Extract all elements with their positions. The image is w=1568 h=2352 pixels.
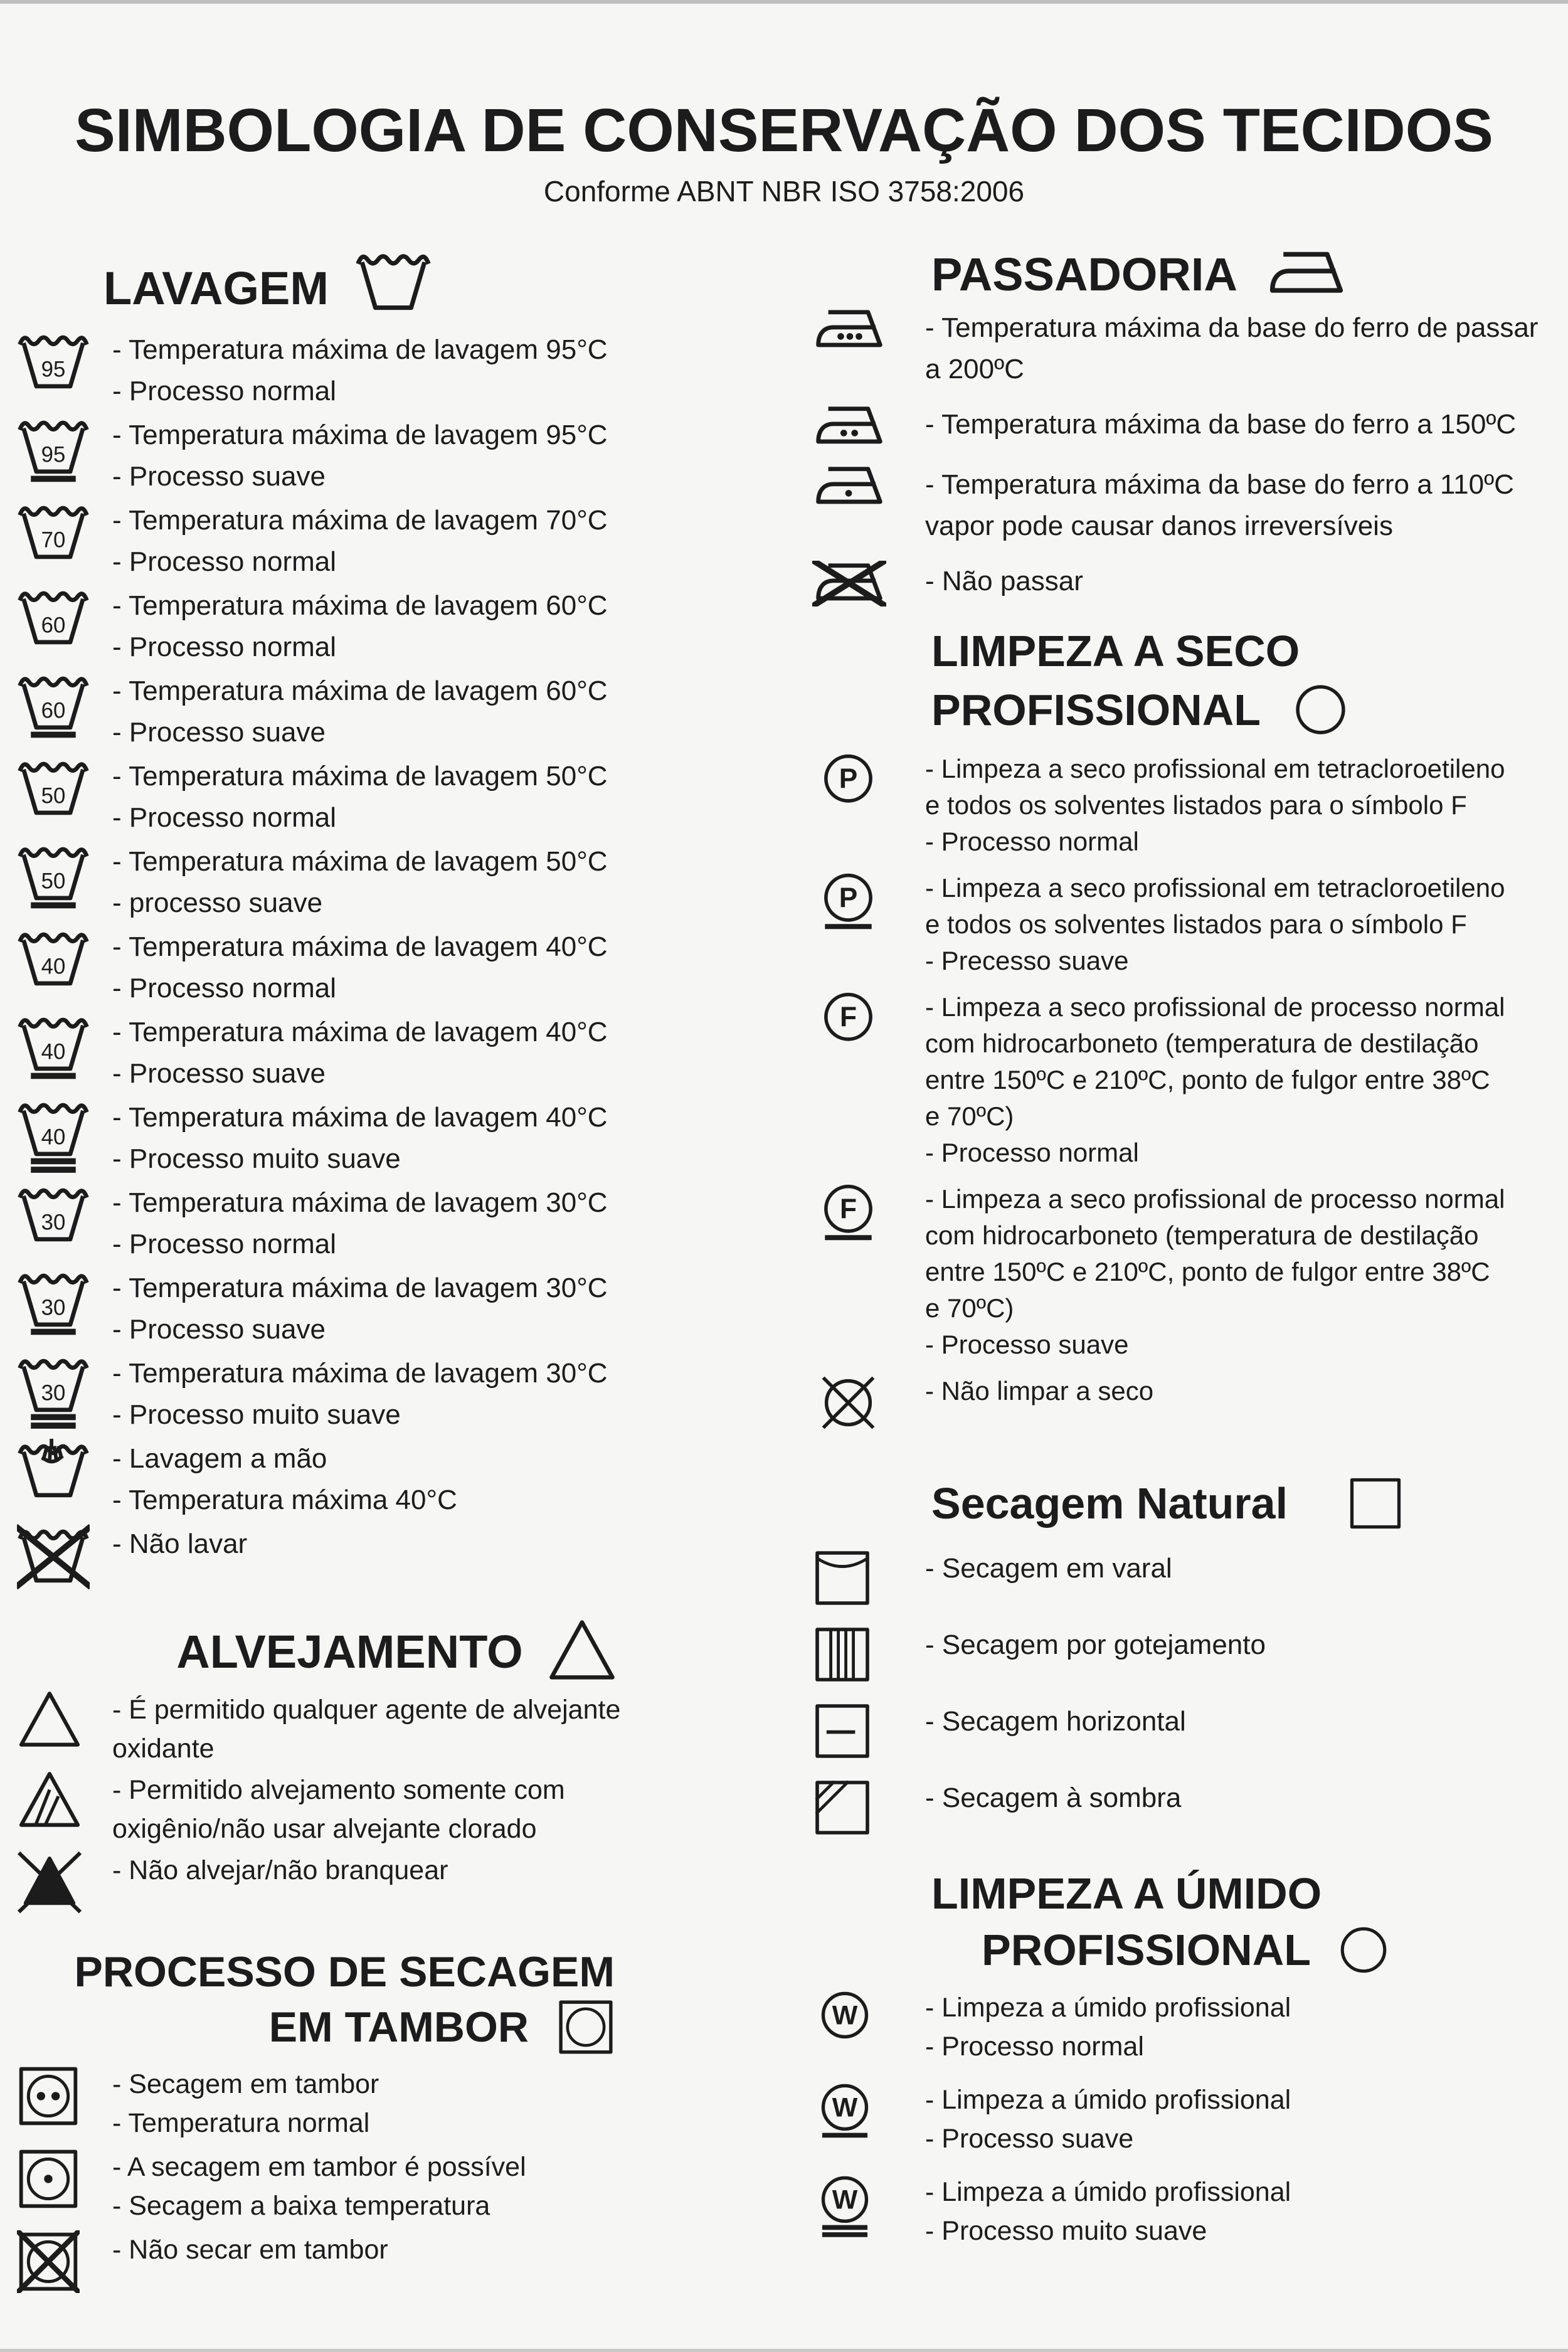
dryclean-P-icon bbox=[812, 751, 891, 818]
tumble-dry-icon bbox=[557, 1998, 615, 2056]
care-item-line: - Secagem por gotejamento bbox=[925, 1629, 1266, 1660]
care-item-text bbox=[925, 2080, 1291, 2158]
care-item-text bbox=[925, 870, 1505, 979]
svg-text:W: W bbox=[832, 2185, 858, 2215]
care-item bbox=[797, 751, 1565, 860]
care-item-line: - Processo suave bbox=[925, 2124, 1134, 2154]
care-item-line: e 70ºC) bbox=[925, 1101, 1014, 1131]
washtub-50-mild-icon bbox=[17, 841, 98, 918]
left-column bbox=[9, 248, 784, 2298]
care-item-line: - Limpeza a seco profissional de processo normal bbox=[925, 992, 1505, 1022]
care-item-line: - Limpeza a úmido profissional bbox=[925, 2177, 1291, 2207]
care-item bbox=[9, 2230, 784, 2293]
svg-text:F: F bbox=[839, 1002, 857, 1033]
washtub-40-very-mild-icon bbox=[17, 1097, 98, 1173]
care-item-line: - Lavagem a mão bbox=[112, 1443, 327, 1475]
page-subtitle: Conforme ABNT NBR ISO 3758:2006 bbox=[543, 175, 1025, 208]
care-item-text bbox=[925, 1624, 1266, 1666]
oxygen-bleach-only-icon bbox=[17, 1771, 98, 1831]
care-item bbox=[9, 1268, 784, 1350]
care-item-line: - Processo normal bbox=[925, 2032, 1144, 2062]
section-lavagem-header bbox=[103, 248, 784, 328]
care-item-line: - Temperatura máxima de lavagem 40°C bbox=[112, 1017, 608, 1048]
washtub-30-mild-icon bbox=[17, 1268, 98, 1344]
svg-text:60: 60 bbox=[41, 613, 66, 638]
care-item-line: - Não passar bbox=[925, 565, 1083, 596]
care-item-line: - Processo muito suave bbox=[112, 1143, 401, 1175]
care-item bbox=[797, 1181, 1565, 1363]
care-item-text bbox=[112, 1012, 608, 1094]
washtub-50-icon bbox=[17, 756, 98, 832]
care-item-line: - Limpeza a seco profissional de processo normal bbox=[925, 1184, 1505, 1214]
care-item-line: - É permitido qualquer agente de alvejante bbox=[112, 1695, 621, 1725]
section-tambor bbox=[9, 1946, 784, 2293]
svg-text:40: 40 bbox=[41, 955, 66, 979]
tambor-items bbox=[9, 2065, 784, 2293]
tumble-dry-normal-icon bbox=[17, 2065, 98, 2127]
care-item-line: - Precesso suave bbox=[925, 946, 1129, 975]
care-item-text bbox=[925, 1373, 1153, 1409]
care-item-line: - Processo normal bbox=[112, 546, 337, 578]
care-item-line: oxigênio/não usar alvejante clorado bbox=[112, 1814, 537, 1845]
care-item-text bbox=[925, 404, 1516, 445]
care-item-text bbox=[112, 926, 608, 1009]
wetclean-normal-icon bbox=[812, 1988, 891, 2053]
care-item-text bbox=[112, 1523, 247, 1565]
care-item-text bbox=[112, 841, 608, 924]
section-passadoria-title: PASSADORIA bbox=[931, 248, 1237, 300]
care-item-text bbox=[112, 670, 608, 753]
scan-edge-bottom bbox=[0, 2349, 1568, 2352]
section-passadoria bbox=[797, 248, 1565, 607]
care-item-line: - Processo muito suave bbox=[112, 1399, 401, 1431]
care-item-line: - Temperatura máxima de lavagem 60°C bbox=[112, 675, 608, 707]
alvejamento-items bbox=[9, 1690, 784, 1914]
care-item-line: - Temperatura máxima de lavagem 30°C bbox=[112, 1187, 608, 1219]
care-item bbox=[797, 1624, 1565, 1685]
svg-text:60: 60 bbox=[41, 699, 66, 723]
care-item-text bbox=[925, 751, 1505, 860]
section-lavagem-title: LAVAGEM bbox=[103, 262, 329, 314]
care-item bbox=[9, 1851, 784, 1914]
square-icon bbox=[1347, 1475, 1404, 1532]
care-item-line: - Processo normal bbox=[112, 802, 337, 834]
secagem-natural-items bbox=[797, 1548, 1565, 1838]
washtub-30-very-mild-icon bbox=[17, 1353, 98, 1429]
care-item bbox=[9, 2148, 784, 2225]
care-item-line: - Temperatura máxima de lavagem 60°C bbox=[112, 590, 608, 622]
washtub-30-icon bbox=[17, 1182, 98, 1259]
section-limpeza-umido bbox=[797, 1865, 1565, 2250]
section-limpeza-umido-title-line1: LIMPEZA A ÚMIDO bbox=[931, 1869, 1322, 1918]
iron-150-icon bbox=[812, 404, 891, 450]
care-item-line: - Limpeza a seco profissional em tetracloroetileno bbox=[925, 873, 1505, 903]
care-item-line: - Não secar em tambor bbox=[112, 2234, 388, 2265]
care-item-line: com hidrocarboneto (temperatura de destilação bbox=[925, 1221, 1479, 1250]
section-limpeza-seco-header bbox=[931, 622, 1565, 739]
right-column bbox=[797, 248, 1565, 2265]
care-item-text bbox=[925, 464, 1514, 547]
drip-dry-icon bbox=[812, 1624, 891, 1685]
care-item bbox=[797, 2080, 1565, 2158]
washtub-95-icon bbox=[17, 329, 98, 406]
care-item bbox=[9, 500, 784, 583]
care-item-line: e todos os solventes listados para o símbolo F bbox=[925, 909, 1467, 939]
care-item-line: - Processo suave bbox=[112, 717, 326, 748]
care-item bbox=[9, 926, 784, 1009]
care-item-line: - Processo normal bbox=[112, 632, 337, 663]
care-item bbox=[9, 1182, 784, 1265]
care-item-line: a 200ºC bbox=[925, 354, 1024, 384]
svg-text:95: 95 bbox=[41, 358, 66, 382]
care-item-text bbox=[112, 1097, 608, 1180]
handwash-icon bbox=[17, 1438, 98, 1515]
care-item-line: - A secagem em tambor é possível bbox=[112, 2151, 526, 2182]
care-item-text bbox=[112, 329, 608, 412]
section-alvejamento bbox=[9, 1619, 784, 1914]
svg-text:30: 30 bbox=[41, 1296, 66, 1320]
svg-text:W: W bbox=[832, 2000, 858, 2031]
care-item-text bbox=[112, 1182, 608, 1265]
page-title: SIMBOLOGIA DE CONSERVAÇÃO DOS TECIDOS bbox=[75, 96, 1493, 164]
care-item-line: - Permitido alvejamento somente com bbox=[112, 1775, 565, 1806]
care-item bbox=[797, 561, 1565, 607]
do-not-iron-icon bbox=[812, 561, 891, 607]
care-item bbox=[9, 1438, 784, 1521]
section-limpeza-seco-title-line2: PROFISSIONAL bbox=[931, 685, 1261, 734]
limpeza-umido-items bbox=[797, 1988, 1565, 2250]
care-item-line: - Processo normal bbox=[112, 973, 337, 1004]
do-not-bleach-icon bbox=[17, 1851, 98, 1914]
care-item-line: - Temperatura máxima de lavagem 30°C bbox=[112, 1273, 608, 1304]
limpeza-seco-items bbox=[797, 751, 1565, 1433]
care-item-line: - Limpeza a seco profissional em tetracloroetileno bbox=[925, 754, 1505, 783]
care-item-line: - Temperatura máxima da base do ferro de passar bbox=[925, 312, 1539, 343]
care-item-line: - Não lavar bbox=[112, 1528, 248, 1560]
care-item-line: com hidrocarboneto (temperatura de destilação bbox=[925, 1029, 1479, 1058]
care-item bbox=[797, 2173, 1565, 2250]
care-item bbox=[9, 415, 784, 497]
care-item-text bbox=[112, 1353, 608, 1436]
care-item-line: - Secagem em varal bbox=[925, 1553, 1172, 1584]
care-item-line: - Processo normal bbox=[112, 1229, 337, 1260]
care-item-text bbox=[112, 500, 608, 583]
care-item-line: - Secagem a baixa temperatura bbox=[112, 2190, 490, 2221]
care-item-line: - Temperatura máxima de lavagem 70°C bbox=[112, 505, 608, 536]
section-limpeza-seco bbox=[797, 622, 1565, 1433]
svg-text:50: 50 bbox=[41, 869, 66, 894]
care-item-line: - Não alvejar/não branquear bbox=[112, 1855, 448, 1886]
care-item bbox=[9, 1771, 784, 1848]
section-secagem-natural-header bbox=[931, 1475, 1565, 1532]
care-item-line: e todos os solventes listados para o símbolo F bbox=[925, 790, 1467, 820]
care-item-text bbox=[925, 1181, 1505, 1363]
care-item-text bbox=[112, 415, 608, 497]
dryclean-F-mild-icon bbox=[812, 1181, 891, 1249]
iron-110-icon bbox=[812, 464, 891, 511]
care-item-line: - Processo normal bbox=[112, 376, 337, 407]
care-item-line: - Limpeza a úmido profissional bbox=[925, 1993, 1291, 2023]
dryclean-F-icon bbox=[812, 989, 891, 1057]
care-item-line: - Temperatura máxima de lavagem 40°C bbox=[112, 931, 608, 963]
care-item-line: oxidante bbox=[112, 1734, 215, 1764]
svg-text:F: F bbox=[839, 1194, 857, 1225]
iron-200-icon bbox=[812, 307, 891, 354]
care-item-line: - Temperatura máxima da base do ferro a 150ºC bbox=[925, 409, 1517, 440]
svg-text:P: P bbox=[839, 882, 858, 914]
care-item-text bbox=[925, 307, 1538, 390]
care-item bbox=[797, 1777, 1565, 1838]
care-item bbox=[9, 1097, 784, 1180]
care-item bbox=[9, 585, 784, 668]
care-item-text bbox=[112, 1438, 457, 1521]
care-item bbox=[9, 756, 784, 839]
care-item-line: - Temperatura máxima de lavagem 40°C bbox=[112, 1102, 608, 1133]
care-item bbox=[9, 1523, 784, 1600]
care-item-line: - Temperatura máxima de lavagem 95°C bbox=[112, 420, 608, 451]
care-item bbox=[9, 841, 784, 924]
svg-text:30: 30 bbox=[41, 1210, 66, 1235]
shade-dry-icon bbox=[812, 1777, 891, 1838]
do-not-dryclean-icon bbox=[812, 1373, 891, 1433]
care-item-text bbox=[112, 2065, 379, 2143]
wetclean-circle-icon bbox=[1336, 1922, 1391, 1978]
care-item-line: - Temperatura máxima de lavagem 50°C bbox=[112, 846, 608, 877]
care-item-text bbox=[925, 989, 1505, 1171]
svg-text:P: P bbox=[839, 763, 858, 795]
svg-text:70: 70 bbox=[41, 528, 66, 553]
section-limpeza-umido-header bbox=[797, 1865, 1565, 1978]
care-item-text bbox=[112, 585, 608, 668]
care-item-line: entre 150ºC e 210ºC, ponto de fulgor entre 38ºC bbox=[925, 1257, 1490, 1286]
care-item-line: - Secagem em tambor bbox=[112, 2069, 379, 2099]
section-limpeza-seco-title-line1: LIMPEZA A SECO bbox=[931, 627, 1300, 675]
care-item bbox=[9, 329, 784, 412]
washtub-70-icon bbox=[17, 500, 98, 576]
care-item-line: - Processo normal bbox=[925, 1138, 1139, 1167]
washtub-40-icon bbox=[17, 926, 98, 1003]
care-item bbox=[9, 1353, 784, 1436]
care-item-text bbox=[925, 1701, 1186, 1742]
svg-text:W: W bbox=[832, 2092, 858, 2123]
care-item-text bbox=[112, 1690, 620, 1768]
care-item-line: - Processo suave bbox=[112, 461, 326, 492]
section-limpeza-umido-title-line2: PROFISSIONAL bbox=[982, 1926, 1311, 1974]
section-passadoria-header bbox=[931, 248, 1565, 301]
care-item bbox=[9, 1012, 784, 1094]
section-tambor-title-line2: EM TAMBOR bbox=[268, 2003, 529, 2051]
iron-icon bbox=[1266, 249, 1347, 300]
care-item-line: - processo suave bbox=[112, 887, 323, 919]
care-item-line: - Processo suave bbox=[112, 1058, 326, 1089]
care-item-text bbox=[925, 561, 1083, 602]
care-item bbox=[797, 1373, 1565, 1433]
line-dry-icon bbox=[812, 1548, 891, 1608]
svg-text:30: 30 bbox=[41, 1381, 66, 1406]
washtub-95-mild-icon bbox=[17, 415, 98, 491]
care-item-text bbox=[112, 756, 608, 839]
care-item-line: - Temperatura máxima de lavagem 50°C bbox=[112, 761, 608, 792]
wetclean-very-mild-icon bbox=[812, 2173, 891, 2238]
care-item-line: vapor pode causar danos irreversíveis bbox=[925, 510, 1393, 541]
section-alvejamento-title: ALVEJAMENTO bbox=[176, 1625, 523, 1678]
washtub-icon bbox=[355, 248, 432, 328]
section-secagem-natural-title: Secagem Natural bbox=[931, 1479, 1288, 1528]
flat-dry-icon bbox=[812, 1701, 891, 1761]
scan-edge-top bbox=[0, 0, 1568, 4]
care-item bbox=[797, 1701, 1565, 1761]
care-item-text bbox=[112, 1268, 608, 1350]
care-item-line: - Temperatura máxima de lavagem 95°C bbox=[112, 334, 608, 366]
svg-text:40: 40 bbox=[41, 1040, 66, 1064]
washtub-60-mild-icon bbox=[17, 670, 98, 747]
bleach-allowed-icon bbox=[17, 1690, 98, 1751]
care-item bbox=[797, 404, 1565, 450]
section-tambor-header bbox=[9, 1946, 615, 2056]
care-item-line: - Secagem à sombra bbox=[925, 1783, 1182, 1813]
care-item-line: - Secagem horizontal bbox=[925, 1706, 1186, 1737]
care-item-text bbox=[925, 1548, 1172, 1589]
care-item-text bbox=[112, 2230, 388, 2269]
care-item-line: - Temperatura máxima 40°C bbox=[112, 1485, 457, 1516]
care-item-line: entre 150ºC e 210ºC, ponto de fulgor entre 38ºC bbox=[925, 1065, 1490, 1094]
care-item-line: - Não limpar a seco bbox=[925, 1376, 1154, 1406]
section-tambor-title-line1: PROCESSO DE SECAGEM bbox=[74, 1947, 615, 1996]
lavagem-items bbox=[9, 329, 784, 1600]
care-item bbox=[797, 464, 1565, 547]
care-item-line: - Processo muito suave bbox=[925, 2216, 1207, 2246]
care-item bbox=[797, 870, 1565, 979]
care-item-text bbox=[925, 1777, 1181, 1819]
dryclean-circle-icon bbox=[1291, 680, 1350, 739]
tumble-dry-low-icon bbox=[17, 2148, 98, 2210]
care-item bbox=[797, 307, 1565, 390]
care-item-text bbox=[112, 1771, 565, 1848]
washtub-40-mild-icon bbox=[17, 1012, 98, 1088]
svg-text:40: 40 bbox=[41, 1125, 66, 1150]
care-item-line: - Temperatura máxima de lavagem 30°C bbox=[112, 1358, 608, 1389]
care-item bbox=[9, 2065, 784, 2143]
care-item-text bbox=[112, 1851, 448, 1890]
care-item-line: - Processo suave bbox=[112, 1314, 326, 1345]
section-secagem-natural bbox=[797, 1475, 1565, 1838]
care-item-line: - Limpeza a úmido profissional bbox=[925, 2085, 1291, 2115]
care-item bbox=[9, 1690, 784, 1768]
wetclean-mild-icon bbox=[812, 2080, 891, 2146]
care-item bbox=[797, 1988, 1565, 2066]
do-not-wash-icon bbox=[17, 1523, 98, 1600]
svg-text:50: 50 bbox=[41, 784, 66, 808]
passadoria-items bbox=[797, 307, 1565, 607]
care-item-line: - Temperatura máxima da base do ferro a 110ºC bbox=[925, 469, 1514, 500]
washtub-60-icon bbox=[17, 585, 98, 662]
care-item bbox=[9, 670, 784, 753]
care-item bbox=[797, 1548, 1565, 1608]
care-item bbox=[797, 989, 1565, 1171]
do-not-tumble-dry-icon bbox=[17, 2230, 98, 2293]
care-item-text bbox=[925, 2173, 1291, 2250]
care-item-line: - Temperatura normal bbox=[112, 2107, 370, 2138]
dryclean-P-mild-icon bbox=[812, 870, 891, 938]
care-item-line: e 70ºC) bbox=[925, 1293, 1014, 1323]
care-item-text bbox=[925, 1988, 1291, 2066]
care-item-line: - Processo normal bbox=[925, 827, 1139, 856]
section-lavagem bbox=[9, 248, 784, 1600]
care-item-text bbox=[112, 2148, 526, 2225]
svg-text:95: 95 bbox=[41, 443, 66, 467]
section-alvejamento-header bbox=[9, 1619, 784, 1685]
care-item-line: - Processo suave bbox=[925, 1330, 1129, 1359]
triangle-icon bbox=[547, 1619, 617, 1685]
